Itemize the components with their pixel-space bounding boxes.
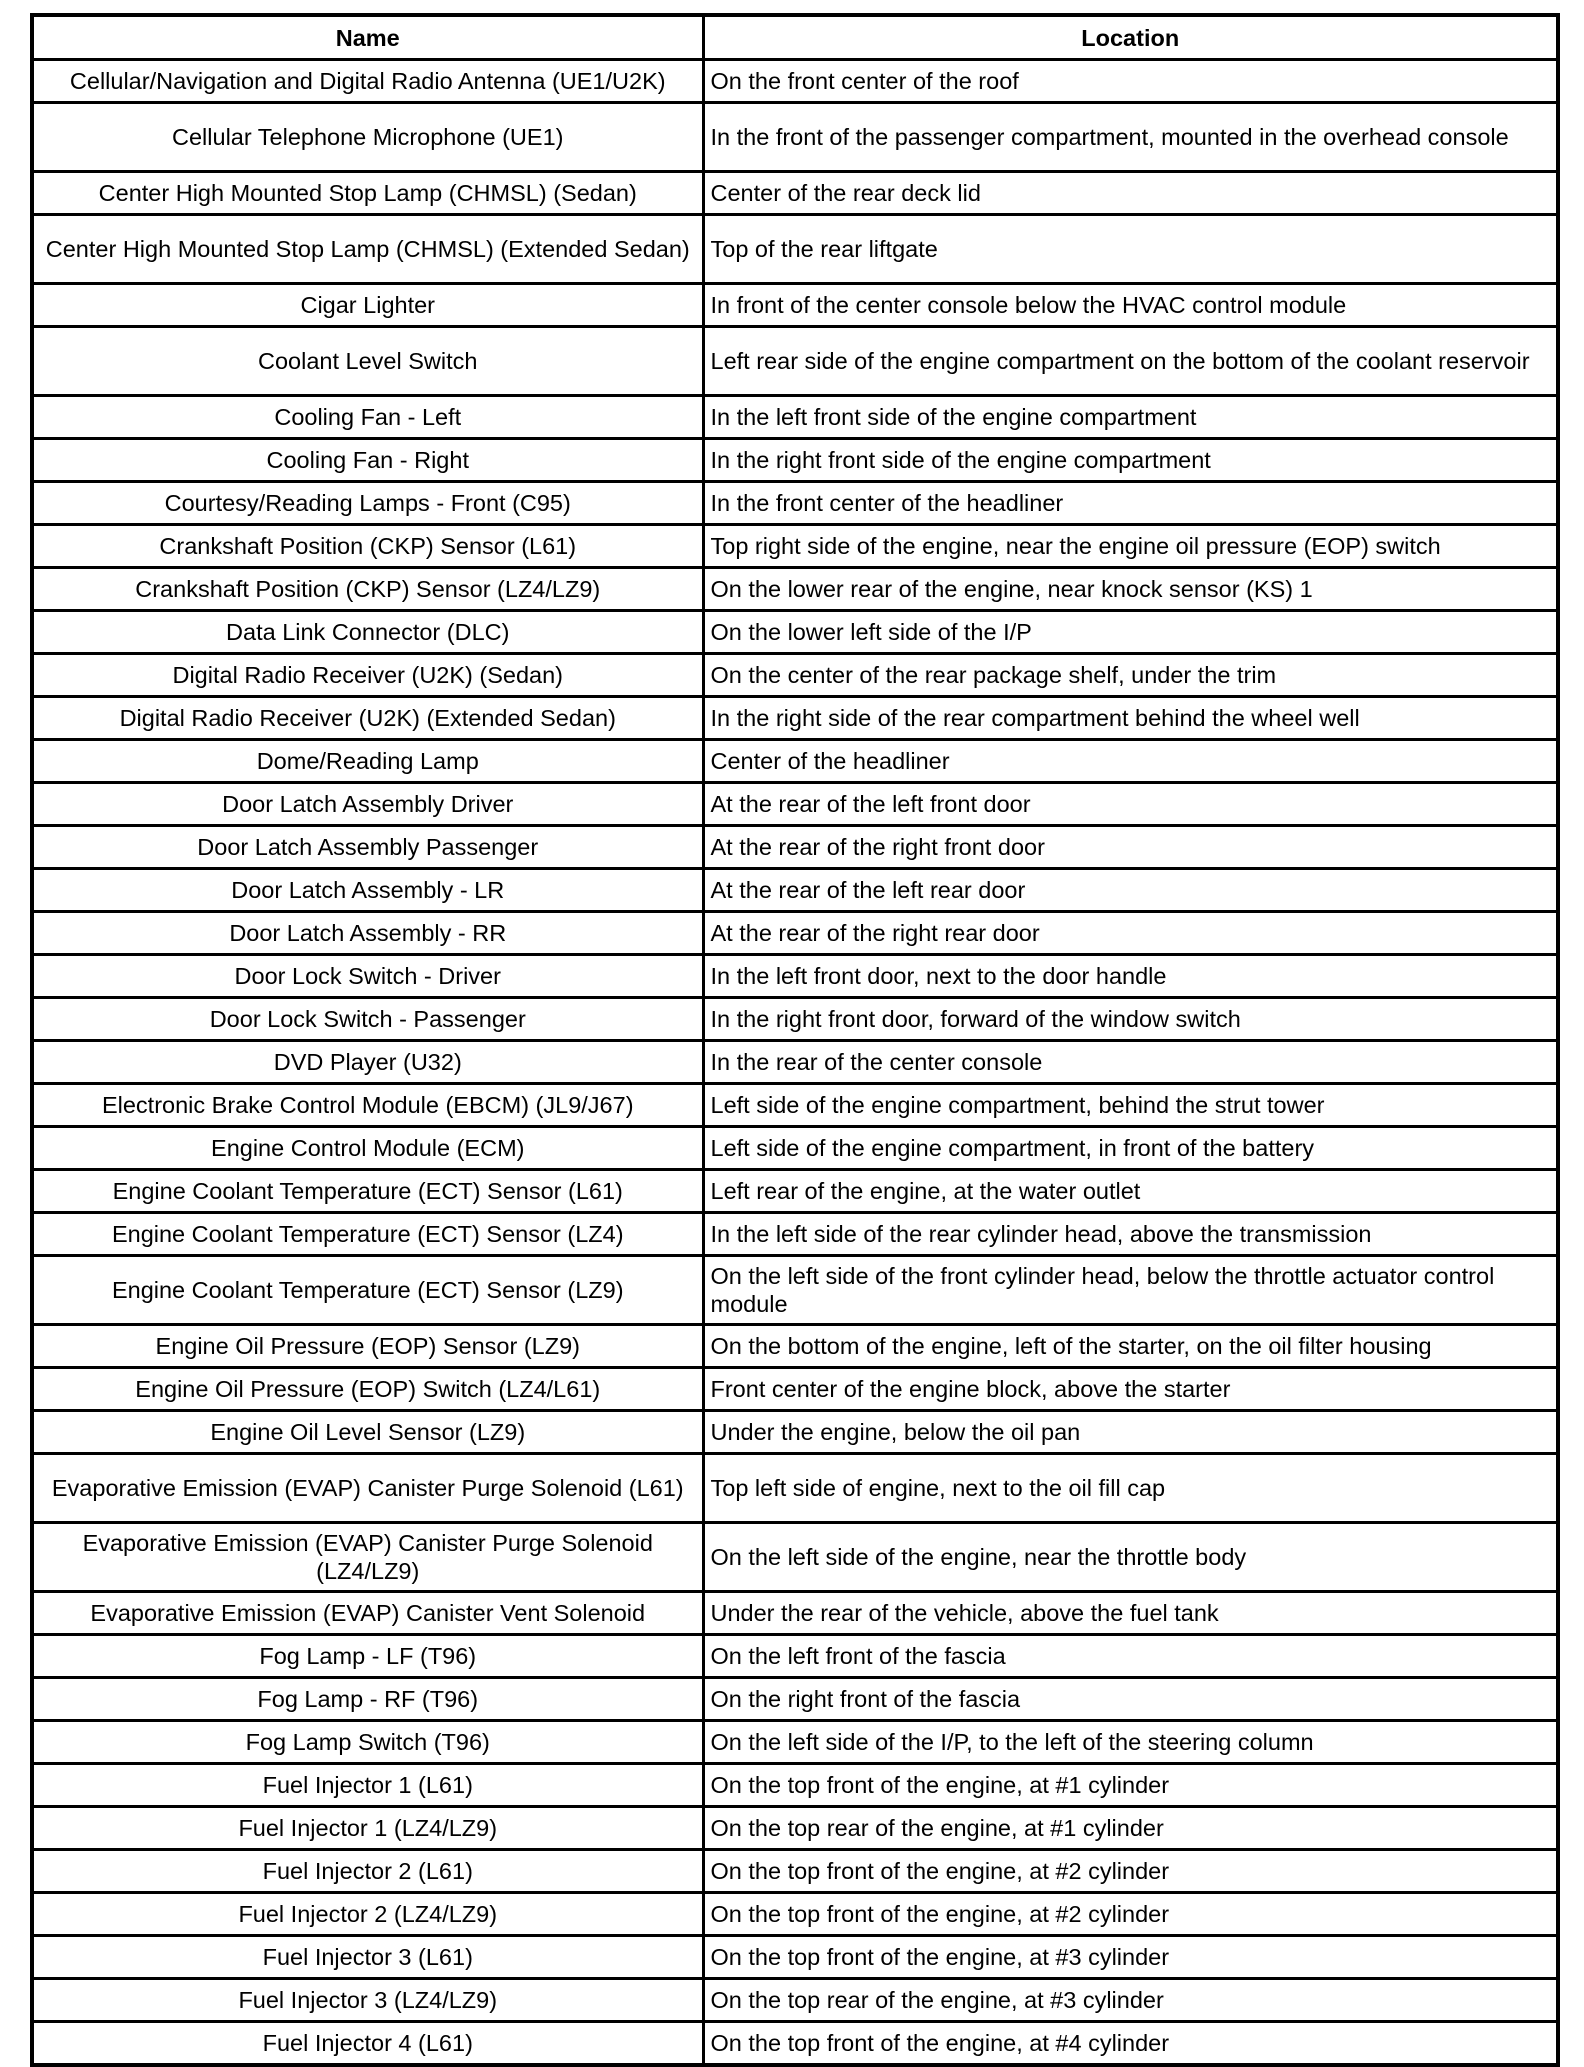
- component-location-cell: On the top rear of the engine, at #3 cylinder: [703, 1979, 1558, 2022]
- component-name-cell: Evaporative Emission (EVAP) Canister Purge Solenoid (LZ4/LZ9): [32, 1523, 703, 1592]
- component-location-cell: On the top front of the engine, at #1 cylinder: [703, 1764, 1558, 1807]
- component-location-cell: Center of the rear deck lid: [703, 172, 1558, 215]
- component-name-cell: Fuel Injector 1 (LZ4/LZ9): [32, 1807, 703, 1850]
- component-name-cell: Fog Lamp - LF (T96): [32, 1635, 703, 1678]
- component-location-sheet: [30, 13, 1556, 2067]
- table-row: [32, 1764, 1558, 1807]
- component-name-cell: Electronic Brake Control Module (EBCM) (JL9/J67): [32, 1084, 703, 1127]
- table-row: [32, 1807, 1558, 1850]
- component-location-cell: In front of the center console below the HVAC control module: [703, 284, 1558, 327]
- table-row: [32, 1213, 1558, 1256]
- table-row: [32, 697, 1558, 740]
- component-location-cell: Left side of the engine compartment, behind the strut tower: [703, 1084, 1558, 1127]
- table-row: [32, 1979, 1558, 2022]
- table-row: [32, 103, 1558, 172]
- component-location-cell: In the left front side of the engine compartment: [703, 396, 1558, 439]
- component-name-cell: Door Latch Assembly Passenger: [32, 826, 703, 869]
- component-location-cell: Center of the headliner: [703, 740, 1558, 783]
- component-name-cell: Data Link Connector (DLC): [32, 611, 703, 654]
- component-location-cell: On the left side of the I/P, to the left of the steering column: [703, 1721, 1558, 1764]
- component-location-cell: At the rear of the left front door: [703, 783, 1558, 826]
- component-location-cell: In the right front door, forward of the window switch: [703, 998, 1558, 1041]
- component-name-cell: Digital Radio Receiver (U2K) (Sedan): [32, 654, 703, 697]
- component-location-cell: On the top front of the engine, at #4 cylinder: [703, 2022, 1558, 2066]
- table-row: [32, 1411, 1558, 1454]
- table-row: [32, 60, 1558, 103]
- component-name-cell: DVD Player (U32): [32, 1041, 703, 1084]
- location-column-header: Location: [703, 15, 1558, 60]
- component-name-cell: Center High Mounted Stop Lamp (CHMSL) (Extended Sedan): [32, 215, 703, 284]
- table-row: [32, 783, 1558, 826]
- table-row: [32, 1256, 1558, 1325]
- component-name-cell: Crankshaft Position (CKP) Sensor (LZ4/LZ9): [32, 568, 703, 611]
- table-row: [32, 1936, 1558, 1979]
- table-row: [32, 439, 1558, 482]
- component-name-cell: Door Lock Switch - Passenger: [32, 998, 703, 1041]
- component-name-cell: Fuel Injector 2 (L61): [32, 1850, 703, 1893]
- component-name-cell: Engine Oil Pressure (EOP) Switch (LZ4/L61): [32, 1368, 703, 1411]
- component-location-cell: On the left front of the fascia: [703, 1635, 1558, 1678]
- component-name-cell: Coolant Level Switch: [32, 327, 703, 396]
- component-name-cell: Fuel Injector 2 (LZ4/LZ9): [32, 1893, 703, 1936]
- table-row: [32, 826, 1558, 869]
- component-location-cell: On the top rear of the engine, at #1 cylinder: [703, 1807, 1558, 1850]
- component-name-cell: Cooling Fan - Right: [32, 439, 703, 482]
- component-name-cell: Engine Coolant Temperature (ECT) Sensor (LZ4): [32, 1213, 703, 1256]
- component-location-cell: On the center of the rear package shelf, under the trim: [703, 654, 1558, 697]
- component-name-cell: Crankshaft Position (CKP) Sensor (L61): [32, 525, 703, 568]
- component-location-cell: On the top front of the engine, at #3 cylinder: [703, 1936, 1558, 1979]
- table-row: [32, 2022, 1558, 2066]
- table-row: [32, 1592, 1558, 1635]
- component-location-cell: On the lower rear of the engine, near knock sensor (KS) 1: [703, 568, 1558, 611]
- table-row: [32, 172, 1558, 215]
- component-name-cell: Center High Mounted Stop Lamp (CHMSL) (Sedan): [32, 172, 703, 215]
- component-name-cell: Cellular Telephone Microphone (UE1): [32, 103, 703, 172]
- component-location-cell: In the right front side of the engine compartment: [703, 439, 1558, 482]
- component-name-cell: Fuel Injector 1 (L61): [32, 1764, 703, 1807]
- table-row: [32, 1084, 1558, 1127]
- component-location-table: [30, 13, 1560, 2067]
- component-location-cell: Top left side of engine, next to the oil fill cap: [703, 1454, 1558, 1523]
- component-name-cell: Courtesy/Reading Lamps - Front (C95): [32, 482, 703, 525]
- component-location-cell: In the rear of the center console: [703, 1041, 1558, 1084]
- component-name-cell: Door Lock Switch - Driver: [32, 955, 703, 998]
- component-name-cell: Digital Radio Receiver (U2K) (Extended Sedan): [32, 697, 703, 740]
- table-row: [32, 1678, 1558, 1721]
- table-row: [32, 611, 1558, 654]
- component-name-cell: Engine Control Module (ECM): [32, 1127, 703, 1170]
- component-name-cell: Door Latch Assembly Driver: [32, 783, 703, 826]
- table-row: [32, 327, 1558, 396]
- component-name-cell: Engine Oil Level Sensor (LZ9): [32, 1411, 703, 1454]
- component-location-cell: In the front center of the headliner: [703, 482, 1558, 525]
- component-location-cell: Left side of the engine compartment, in front of the battery: [703, 1127, 1558, 1170]
- component-location-cell: On the bottom of the engine, left of the starter, on the oil filter housing: [703, 1325, 1558, 1368]
- component-location-cell: Left rear side of the engine compartment on the bottom of the coolant reservoir: [703, 327, 1558, 396]
- table-row: [32, 1170, 1558, 1213]
- component-name-cell: Fuel Injector 3 (L61): [32, 1936, 703, 1979]
- component-name-cell: Evaporative Emission (EVAP) Canister Vent Solenoid: [32, 1592, 703, 1635]
- component-location-cell: Top of the rear liftgate: [703, 215, 1558, 284]
- table-row: [32, 1368, 1558, 1411]
- table-row: [32, 998, 1558, 1041]
- component-name-cell: Fuel Injector 4 (L61): [32, 2022, 703, 2066]
- component-location-cell: Under the engine, below the oil pan: [703, 1411, 1558, 1454]
- component-location-cell: Front center of the engine block, above the starter: [703, 1368, 1558, 1411]
- table-body: [32, 60, 1558, 2066]
- component-location-cell: In the right side of the rear compartment behind the wheel well: [703, 697, 1558, 740]
- name-column-header: Name: [32, 15, 703, 60]
- component-name-cell: Fog Lamp - RF (T96): [32, 1678, 703, 1721]
- component-location-cell: On the top front of the engine, at #2 cylinder: [703, 1850, 1558, 1893]
- component-location-cell: At the rear of the left rear door: [703, 869, 1558, 912]
- component-location-cell: In the left front door, next to the door handle: [703, 955, 1558, 998]
- component-location-cell: At the rear of the right rear door: [703, 912, 1558, 955]
- component-location-cell: In the front of the passenger compartment, mounted in the overhead console: [703, 103, 1558, 172]
- table-row: [32, 912, 1558, 955]
- table-row: [32, 955, 1558, 998]
- component-name-cell: Cooling Fan - Left: [32, 396, 703, 439]
- component-name-cell: Fog Lamp Switch (T96): [32, 1721, 703, 1764]
- component-location-cell: At the rear of the right front door: [703, 826, 1558, 869]
- component-name-cell: Door Latch Assembly - RR: [32, 912, 703, 955]
- component-location-cell: Under the rear of the vehicle, above the fuel tank: [703, 1592, 1558, 1635]
- component-location-cell: On the lower left side of the I/P: [703, 611, 1558, 654]
- table-row: [32, 1454, 1558, 1523]
- table-row: [32, 482, 1558, 525]
- component-name-cell: Door Latch Assembly - LR: [32, 869, 703, 912]
- component-name-cell: Dome/Reading Lamp: [32, 740, 703, 783]
- table-row: [32, 1635, 1558, 1678]
- table-row: [32, 1721, 1558, 1764]
- component-location-cell: Top right side of the engine, near the engine oil pressure (EOP) switch: [703, 525, 1558, 568]
- component-location-cell: On the left side of the front cylinder head, below the throttle actuator control module: [703, 1256, 1558, 1325]
- component-name-cell: Engine Oil Pressure (EOP) Sensor (LZ9): [32, 1325, 703, 1368]
- table-row: [32, 1893, 1558, 1936]
- table-row: [32, 1325, 1558, 1368]
- component-location-cell: On the top front of the engine, at #2 cylinder: [703, 1893, 1558, 1936]
- table-row: [32, 869, 1558, 912]
- table-row: [32, 1523, 1558, 1592]
- component-name-cell: Cigar Lighter: [32, 284, 703, 327]
- table-row: [32, 1041, 1558, 1084]
- table-row: [32, 1127, 1558, 1170]
- table-row: [32, 396, 1558, 439]
- table-row: [32, 284, 1558, 327]
- component-location-cell: On the right front of the fascia: [703, 1678, 1558, 1721]
- table-row: [32, 1850, 1558, 1893]
- table-row: [32, 740, 1558, 783]
- component-location-cell: On the front center of the roof: [703, 60, 1558, 103]
- table-row: [32, 568, 1558, 611]
- component-location-cell: On the left side of the engine, near the throttle body: [703, 1523, 1558, 1592]
- table-row: [32, 525, 1558, 568]
- table-header-row: [32, 15, 1558, 60]
- component-name-cell: Fuel Injector 3 (LZ4/LZ9): [32, 1979, 703, 2022]
- component-name-cell: Engine Coolant Temperature (ECT) Sensor (L61): [32, 1170, 703, 1213]
- component-name-cell: Cellular/Navigation and Digital Radio Antenna (UE1/U2K): [32, 60, 703, 103]
- component-location-cell: Left rear of the engine, at the water outlet: [703, 1170, 1558, 1213]
- component-name-cell: Engine Coolant Temperature (ECT) Sensor (LZ9): [32, 1256, 703, 1325]
- component-name-cell: Evaporative Emission (EVAP) Canister Purge Solenoid (L61): [32, 1454, 703, 1523]
- component-location-cell: In the left side of the rear cylinder head, above the transmission: [703, 1213, 1558, 1256]
- table-row: [32, 215, 1558, 284]
- table-row: [32, 654, 1558, 697]
